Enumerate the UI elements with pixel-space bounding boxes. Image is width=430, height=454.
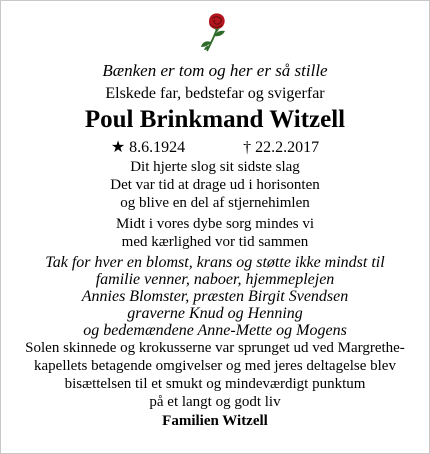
closing-line: kapellets betagende omgivelser og med jeres deltagelse blev — [34, 358, 396, 374]
deceased-name: Poul Brinkmand Witzell — [84, 106, 346, 133]
cross-icon: † — [243, 139, 252, 156]
poem-verse-1 — [1, 158, 429, 212]
poem-line: Midt i vores dybe sorg mindes vi — [115, 216, 315, 232]
closing-line: Solen skinnede og krokusserne var sprunget ud ved Margrethe- — [25, 340, 405, 356]
life-dates — [1, 139, 429, 157]
poem-line: med kærlighed vor tid sammen — [121, 234, 309, 250]
poem-line: Det var tid at drage ud i horisonten — [110, 177, 320, 193]
closing-paragraph — [1, 339, 429, 411]
thanks-line: graverne Knud og Henning — [127, 305, 303, 322]
poem-line: Dit hjerte slog sit sidste slag — [130, 159, 300, 175]
closing-line: på et langt og godt liv — [149, 394, 281, 410]
poem-line: og blive en del af stjernehimlen — [120, 195, 310, 211]
thanks-line: Tak for hver en blomst, krans og støtte ikke mindst til — [45, 254, 385, 271]
death-date: † 22.2.2017 — [243, 139, 320, 156]
family-signature: Familien Witzell — [162, 413, 268, 429]
closing-line: bisættelsen til et smukt og mindeværdigt punktum — [64, 376, 366, 392]
thanks-line: familie venner, naboer, hjemmeplejen — [95, 271, 335, 288]
birth-date: ★ 8.6.1924 — [110, 139, 186, 156]
thanks-line: og bedemændene Anne-Mette og Mogens — [83, 322, 347, 339]
poem-verse-2 — [1, 215, 429, 251]
thanks-line: Annies Blomster, præsten Birgit Svendsen — [81, 288, 349, 305]
intro-verse: Bænken er tom og her er så stille — [102, 61, 328, 80]
thanks-paragraph — [1, 254, 429, 339]
relation-line: Elskede far, bedstefar og svigerfar — [105, 85, 325, 102]
star-icon: ★ — [110, 139, 126, 156]
rose-icon — [193, 9, 239, 55]
